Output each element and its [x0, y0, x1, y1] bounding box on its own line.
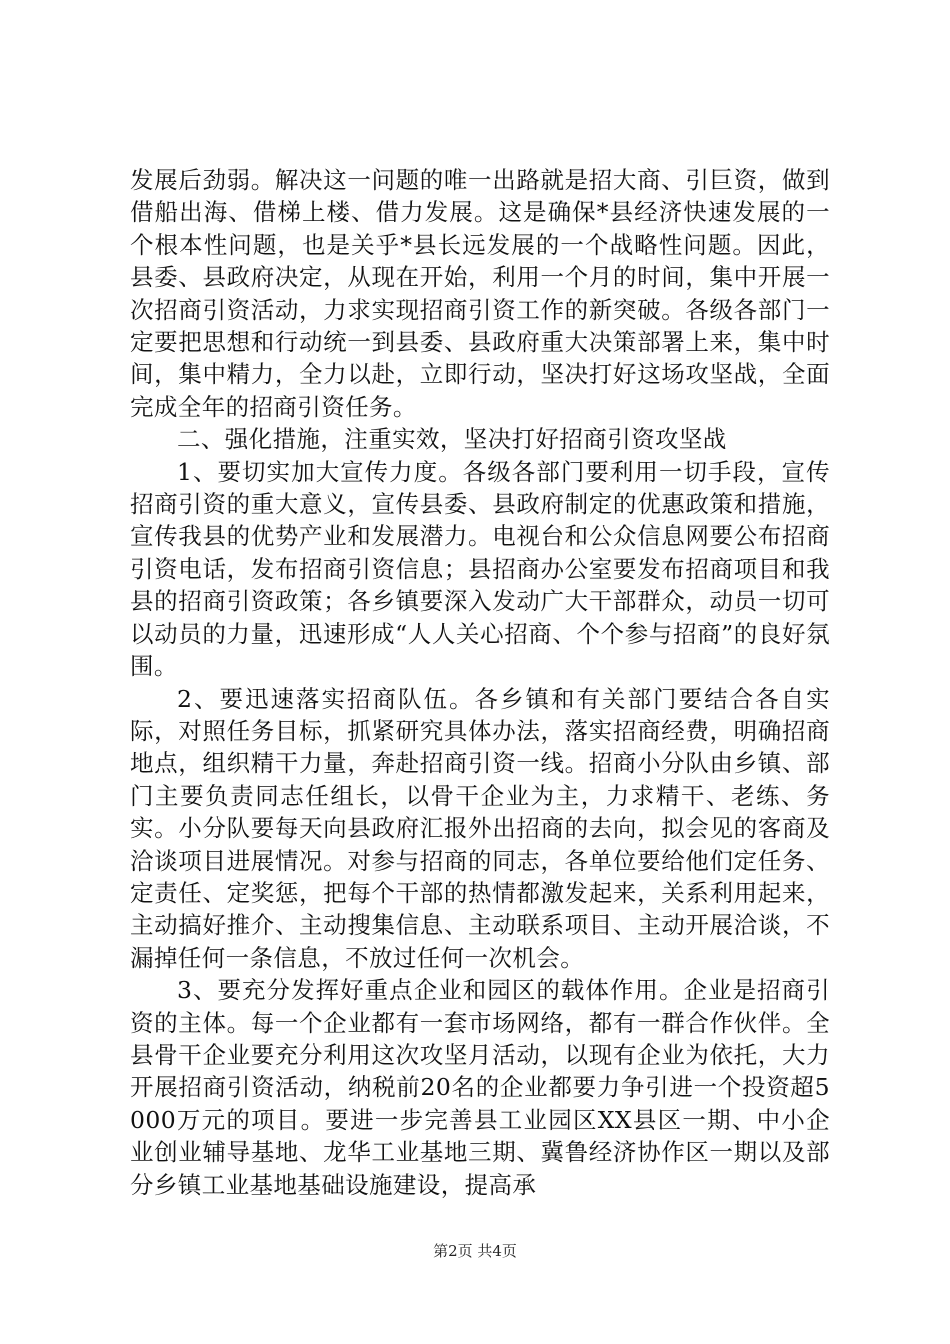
paragraph-item-1: 1、要切实加大宣传力度。各级各部门要利用一切手段，宣传招商引资的重大意义，宣传县委、县政府制定的优惠政策和措施，宣传我县的优势产业和发展潜力。电视台和公众信息网要公布招商引资电话，发布招商引资信息；县招商办公室要发布招商项目和我县的招商引资政策；各乡镇要深入发动广大干部群众，动员一切可以动员的力量，迅速形成“人人关心招商、个个参与招商”的良好氛围。 [130, 457, 830, 681]
paragraph-item-2: 2、要迅速落实招商队伍。各乡镇和有关部门要结合各自实际，对照任务目标，抓紧研究具体办法，落实招商经费，明确招商地点，组织精干力量，奔赴招商引资一线。招商小分队由乡镇、部门主要负责同志任组长，以骨干企业为主，力求精干、老练、务实。小分队要每天向县政府汇报外出招商的去向，拟会见的客商及洽谈项目进展情况。对参与招商的同志，各单位要给他们定任务、定责任、定奖惩，把每个干部的热情都激发起来，关系利用起来，主动搞好推介、主动搜集信息、主动联系项目、主动开展洽谈，不漏掉任何一条信息，不放过任何一次机会。 [130, 684, 830, 972]
paragraph-continuation: 发展后劲弱。解决这一问题的唯一出路就是招大商、引巨资，做到借船出海、借梯上楼、借力发展。这是确保*县经济快速发展的一个根本性问题，也是关乎*县长远发展的一个战略性问题。因此，县委、县政府决定，从现在开始，利用一个月的时间，集中开展一次招商引资活动，力求实现招商引资工作的新突破。各级各部门一定要把思想和行动统一到县委、县政府重大决策部署上来，集中时间，集中精力，全力以赴，立即行动，坚决打好这场攻坚战，全面完成全年的招商引资任务。 [130, 166, 830, 421]
section-heading: 二、强化措施，注重实效，坚决打好招商引资攻坚战 [177, 425, 727, 454]
paragraph-item-3: 3、要充分发挥好重点企业和园区的载体作用。企业是招商引资的主体。每一个企业都有一套市场网络，都有一群合作伙伴。全县骨干企业要充分利用这次攻坚月活动，以现有企业为依托，大力开展招商引资活动，纳税前20名的企业都要力争引进一个投资超5000万元的项目。要进一步完善县工业园区XX县区一期、中小企业创业辅导基地、龙华工业基地三期、冀鲁经济协作区一期以及部分乡镇工业基地基础设施建设，提高承 [130, 976, 830, 1199]
document-body [130, 164, 830, 1201]
page-footer: 第2页 共4页 [433, 1242, 517, 1260]
